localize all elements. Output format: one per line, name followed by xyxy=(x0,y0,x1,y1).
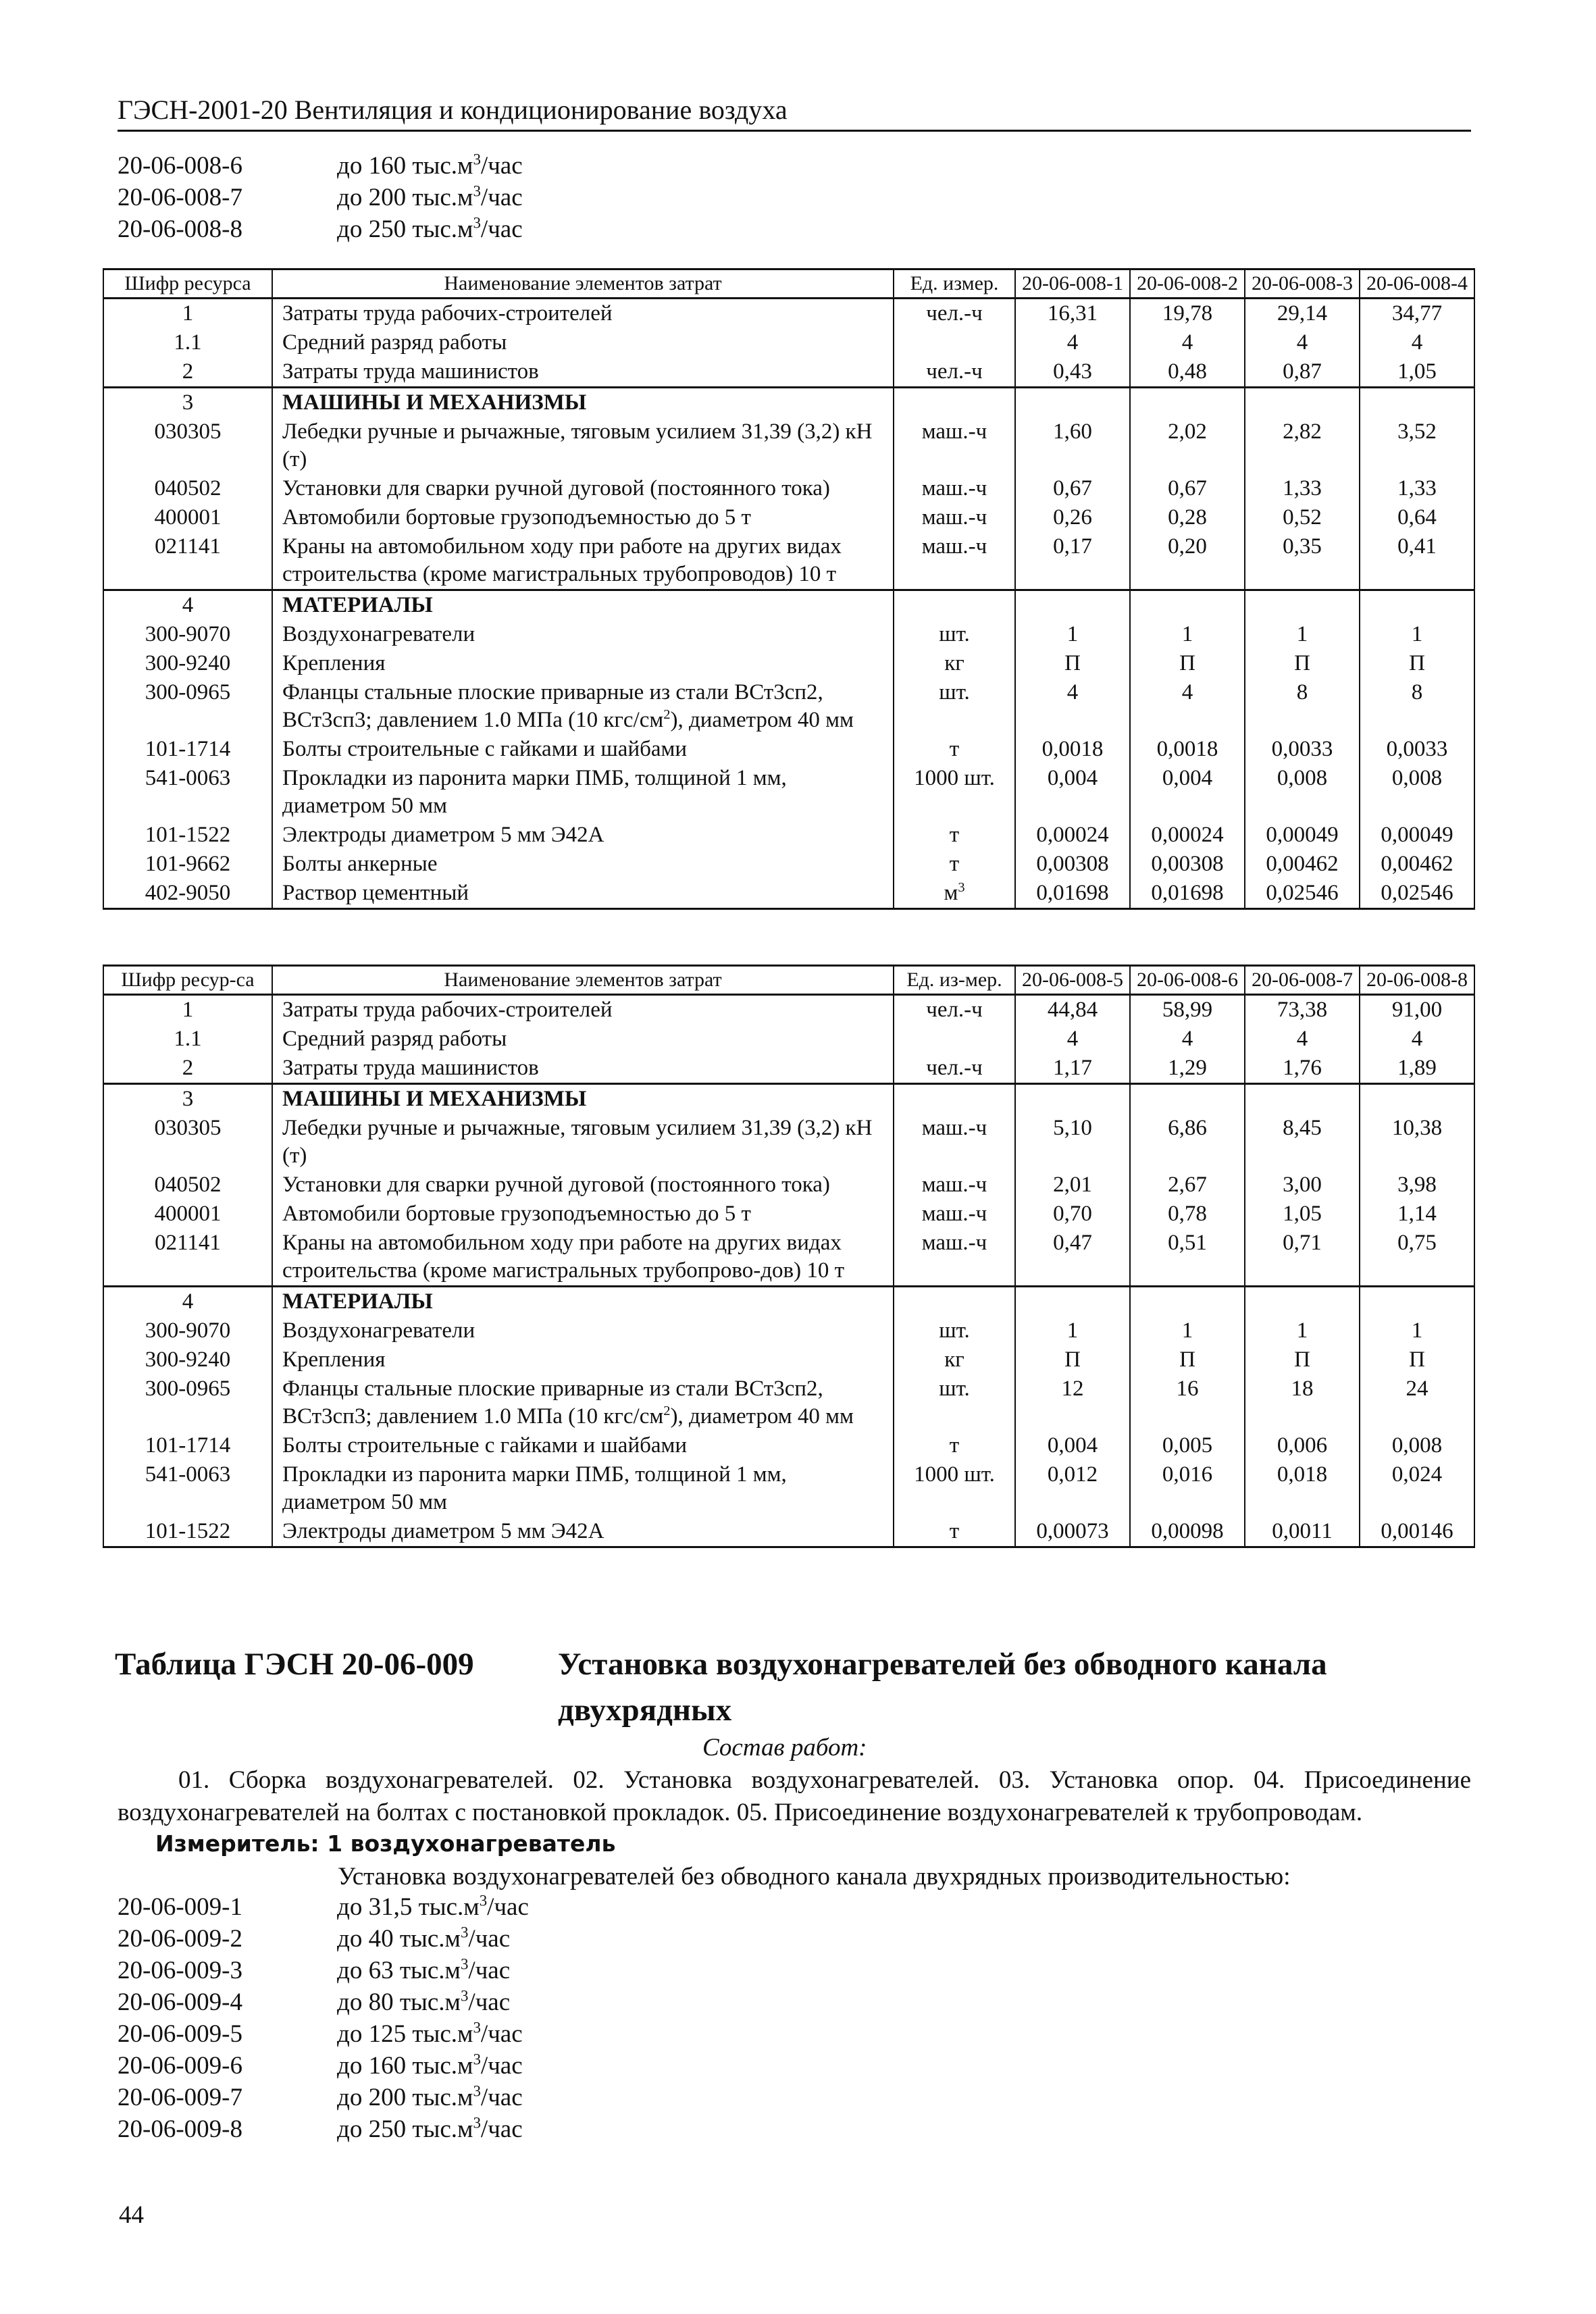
row-value: 1 xyxy=(1130,1316,1245,1345)
table-row xyxy=(103,1460,1474,1517)
header-col: 20-06-008-8 xyxy=(1360,966,1474,995)
row-value: 1,05 xyxy=(1360,357,1474,388)
row-name: Прокладки из паронита марки ПМБ, толщиной 1 мм, диаметром 50 мм xyxy=(272,764,894,821)
row-value: 0,28 xyxy=(1130,503,1245,532)
row-value: 0,00308 xyxy=(1015,850,1130,879)
table-row xyxy=(103,995,1474,1025)
row-value: 0,00098 xyxy=(1130,1517,1245,1547)
section-row xyxy=(103,388,1474,418)
row-code: 2 xyxy=(103,1054,272,1084)
code-row xyxy=(118,182,523,213)
row-value: 0,004 xyxy=(1130,764,1245,821)
table-row xyxy=(103,649,1474,678)
header-col: 20-06-008-7 xyxy=(1245,966,1360,995)
row-unit xyxy=(894,328,1015,357)
capacity-desc: до 250 $тыс.м^3$/час xyxy=(337,214,523,243)
row-code: 021141 xyxy=(103,1229,272,1287)
row-value: 0,52 xyxy=(1245,503,1360,532)
row-value: 0,005 xyxy=(1130,1431,1245,1460)
row-value: 8,45 xyxy=(1245,1114,1360,1171)
row-name: Затраты труда машинистов xyxy=(272,357,894,388)
row-unit: маш.-ч xyxy=(894,417,1015,474)
row-unit: шт. xyxy=(894,1316,1015,1345)
row-value: 12 xyxy=(1015,1374,1130,1431)
row-name: Прокладки из паронита марки ПМБ, толщиной 1 мм, диаметром 50 мм xyxy=(272,1460,894,1517)
row-name: Фланцы стальные плоские приварные из стали ВСт3сп2, ВСт3сп3; давлением 1.0 МПа (10 кгс/$см^2$), диаметром 40 мм xyxy=(272,1374,894,1431)
row-code: 101-1522 xyxy=(103,821,272,850)
row-value: 0,48 xyxy=(1130,357,1245,388)
section-row xyxy=(103,1287,1474,1317)
row-value: 0,67 xyxy=(1015,474,1130,503)
row-code: 300-9070 xyxy=(103,1316,272,1345)
row-value: 73,38 xyxy=(1245,995,1360,1025)
row-code: 101-9662 xyxy=(103,850,272,879)
row-unit: 1000 шт. xyxy=(894,764,1015,821)
row-value: 0,67 xyxy=(1130,474,1245,503)
row-unit: шт. xyxy=(894,620,1015,649)
row-value: 4 xyxy=(1015,328,1130,357)
row-value: 8 xyxy=(1360,678,1474,735)
row-value: 10,38 xyxy=(1360,1114,1474,1171)
row-value: 0,004 xyxy=(1015,764,1130,821)
row-value: 16,31 xyxy=(1015,299,1130,329)
row-value: П xyxy=(1360,1345,1474,1374)
row-name: Средний разряд работы xyxy=(272,1025,894,1054)
header-col: 20-06-008-3 xyxy=(1245,269,1360,299)
row-code: 101-1522 xyxy=(103,1517,272,1547)
row-name: Болты строительные с гайками и шайбами xyxy=(272,1431,894,1460)
row-value: 1 xyxy=(1130,620,1245,649)
header-name: Наименование элементов затрат xyxy=(272,269,894,299)
row-code: 300-0965 xyxy=(103,678,272,735)
row-name: Краны на автомобильном ходу при работе на других видах строительства (кроме магистральных трубопрово-дов) 10 т xyxy=(272,1229,894,1287)
resource-code: 20-06-009-3 xyxy=(118,1957,242,1984)
row-value: 0,00146 xyxy=(1360,1517,1474,1547)
header-col: 20-06-008-1 xyxy=(1015,269,1130,299)
row-unit: т xyxy=(894,735,1015,764)
table-row xyxy=(103,1054,1474,1084)
resource-code: 20-06-009-1 xyxy=(118,1893,242,1921)
row-code: 4 xyxy=(103,590,272,621)
row-value: 1 xyxy=(1360,620,1474,649)
row-value: 0,018 xyxy=(1245,1460,1360,1517)
row-unit: маш.-ч xyxy=(894,532,1015,590)
row-code: 2 xyxy=(103,357,272,388)
row-code: 101-1714 xyxy=(103,1431,272,1460)
row-unit: т xyxy=(894,850,1015,879)
code-row xyxy=(118,2050,529,2082)
row-value: 0,00308 xyxy=(1130,850,1245,879)
section-title: МАШИНЫ И МЕХАНИЗМЫ xyxy=(272,388,894,418)
row-value: 0,47 xyxy=(1015,1229,1130,1287)
table-row xyxy=(103,299,1474,329)
capacity-desc: до 125 $тыс.м^3$/час xyxy=(337,2019,523,2048)
row-unit: чел.-ч xyxy=(894,995,1015,1025)
row-value: П xyxy=(1130,649,1245,678)
row-name: Лебедки ручные и рычажные, тяговым усилием 31,39 (3,2) кН (т) xyxy=(272,1114,894,1171)
row-value: 5,10 xyxy=(1015,1114,1130,1171)
row-unit: т xyxy=(894,1431,1015,1460)
row-value: 0,00024 xyxy=(1130,821,1245,850)
row-code: 541-0063 xyxy=(103,764,272,821)
code-row xyxy=(118,1891,529,1923)
row-value: 2,02 xyxy=(1130,417,1245,474)
header-col: 20-06-008-4 xyxy=(1360,269,1474,299)
row-value: 0,0011 xyxy=(1245,1517,1360,1547)
row-value: 4 xyxy=(1015,1025,1130,1054)
row-code: 4 xyxy=(103,1287,272,1317)
row-value: 4 xyxy=(1130,678,1245,735)
row-value: 0,00024 xyxy=(1015,821,1130,850)
row-value: 0,01698 xyxy=(1015,879,1130,909)
row-value: 1,14 xyxy=(1360,1200,1474,1229)
table-row xyxy=(103,1229,1474,1287)
row-name: Крепления xyxy=(272,649,894,678)
row-value: 0,006 xyxy=(1245,1431,1360,1460)
table-description: Установка воздухонагревателей без обводного канала двухрядных xyxy=(558,1647,1327,1728)
resource-code: 20-06-009-5 xyxy=(118,2020,242,2048)
row-value: 2,82 xyxy=(1245,417,1360,474)
capacity-desc: до 31,5 $тыс.м^3$/час xyxy=(337,1892,529,1921)
bottom-code-list xyxy=(118,1891,529,2145)
row-value: 0,00049 xyxy=(1245,821,1360,850)
row-value: 4 xyxy=(1130,328,1245,357)
row-code: 1.1 xyxy=(103,328,272,357)
table-row xyxy=(103,417,1474,474)
row-value: 91,00 xyxy=(1360,995,1474,1025)
row-value: 1,33 xyxy=(1360,474,1474,503)
row-value: 0,0018 xyxy=(1130,735,1245,764)
header-code: Шифр ресур-са xyxy=(103,966,272,995)
table-row xyxy=(103,678,1474,735)
row-value: П xyxy=(1245,649,1360,678)
row-value: 4 xyxy=(1130,1025,1245,1054)
row-value: 2,01 xyxy=(1015,1171,1130,1200)
header-col: 20-06-008-5 xyxy=(1015,966,1130,995)
capacity-desc: до 250 $тыс.м^3$/час xyxy=(337,2114,523,2143)
row-code: 3 xyxy=(103,1084,272,1114)
row-unit: маш.-ч xyxy=(894,503,1015,532)
row-value: 0,26 xyxy=(1015,503,1130,532)
header-col: 20-06-008-2 xyxy=(1130,269,1245,299)
section-title: МАШИНЫ И МЕХАНИЗМЫ xyxy=(272,1084,894,1114)
row-value: 0,024 xyxy=(1360,1460,1474,1517)
row-value: 1 xyxy=(1360,1316,1474,1345)
row-value: 18 xyxy=(1245,1374,1360,1431)
row-unit: маш.-ч xyxy=(894,474,1015,503)
row-unit: шт. xyxy=(894,678,1015,735)
row-unit: чел.-ч xyxy=(894,1054,1015,1084)
code-row xyxy=(118,150,523,182)
section-title: МАТЕРИАЛЫ xyxy=(272,1287,894,1317)
row-code: 040502 xyxy=(103,1171,272,1200)
capacity-desc: до 160 $тыс.м^3$/час xyxy=(337,2051,523,2080)
row-name: Лебедки ручные и рычажные, тяговым усилием 31,39 (3,2) кН (т) xyxy=(272,417,894,474)
row-value: 0,012 xyxy=(1015,1460,1130,1517)
header-unit: Ед. из-мер. xyxy=(894,966,1015,995)
row-code: 541-0063 xyxy=(103,1460,272,1517)
row-unit: кг xyxy=(894,1345,1015,1374)
code-row xyxy=(118,2082,529,2113)
row-value: 0,20 xyxy=(1130,532,1245,590)
row-unit: шт. xyxy=(894,1374,1015,1431)
row-unit: $м^3$ xyxy=(894,879,1015,909)
row-value: 34,77 xyxy=(1360,299,1474,329)
row-value: 0,008 xyxy=(1360,764,1474,821)
row-name: Электроды диаметром 5 мм Э42А xyxy=(272,1517,894,1547)
row-value: 0,17 xyxy=(1015,532,1130,590)
row-value: 1 xyxy=(1245,1316,1360,1345)
row-value: 0,02546 xyxy=(1245,879,1360,909)
row-value: 19,78 xyxy=(1130,299,1245,329)
table-row xyxy=(103,1316,1474,1345)
row-value: 0,51 xyxy=(1130,1229,1245,1287)
resource-code: 20-06-008-7 xyxy=(118,184,242,211)
row-value: П xyxy=(1130,1345,1245,1374)
row-name: Раствор цементный xyxy=(272,879,894,909)
row-value: 1 xyxy=(1245,620,1360,649)
row-value: 3,98 xyxy=(1360,1171,1474,1200)
row-value: 29,14 xyxy=(1245,299,1360,329)
row-name: Воздухонагреватели xyxy=(272,1316,894,1345)
row-code: 300-9240 xyxy=(103,1345,272,1374)
table-row xyxy=(103,879,1474,909)
row-value: 0,43 xyxy=(1015,357,1130,388)
row-value: 0,00049 xyxy=(1360,821,1474,850)
row-value: 0,41 xyxy=(1360,532,1474,590)
row-value: 0,00462 xyxy=(1360,850,1474,879)
row-value: 1,89 xyxy=(1360,1054,1474,1084)
table-row xyxy=(103,1114,1474,1171)
table-row xyxy=(103,1171,1474,1200)
table-header-row xyxy=(103,966,1474,995)
row-value: 0,008 xyxy=(1245,764,1360,821)
row-code: 030305 xyxy=(103,417,272,474)
header-col: 20-06-008-6 xyxy=(1130,966,1245,995)
row-unit: маш.-ч xyxy=(894,1229,1015,1287)
table-row xyxy=(103,620,1474,649)
row-code: 1.1 xyxy=(103,1025,272,1054)
table-row xyxy=(103,1025,1474,1054)
row-name: Болты анкерные xyxy=(272,850,894,879)
table-row xyxy=(103,735,1474,764)
row-value: 1,60 xyxy=(1015,417,1130,474)
row-value: 4 xyxy=(1360,328,1474,357)
row-name: Болты строительные с гайками и шайбами xyxy=(272,735,894,764)
row-value: 0,70 xyxy=(1015,1200,1130,1229)
row-value: 4 xyxy=(1245,1025,1360,1054)
row-value: 4 xyxy=(1245,328,1360,357)
row-value: 1,33 xyxy=(1245,474,1360,503)
row-value: 1 xyxy=(1015,620,1130,649)
row-code: 300-9070 xyxy=(103,620,272,649)
row-name: Средний разряд работы xyxy=(272,328,894,357)
table-row xyxy=(103,357,1474,388)
page-number: 44 xyxy=(119,2201,144,2229)
row-value: 0,0018 xyxy=(1015,735,1130,764)
row-unit: 1000 шт. xyxy=(894,1460,1015,1517)
table-row xyxy=(103,1200,1474,1229)
resource-table-1 xyxy=(103,268,1475,910)
row-name: Фланцы стальные плоские приварные из стали ВСт3сп2, ВСт3сп3; давлением 1.0 МПа (10 кгс/$см^2$), диаметром 40 мм xyxy=(272,678,894,735)
page-header: ГЭСН-2001-20 Вентиляция и кондиционирование воздуха xyxy=(118,93,1471,132)
table-row xyxy=(103,1345,1474,1374)
row-value: 0,01698 xyxy=(1130,879,1245,909)
resource-table-2 xyxy=(103,965,1475,1548)
capacity-desc: до 80 $тыс.м^3$/час xyxy=(337,1987,511,2016)
row-code: 400001 xyxy=(103,1200,272,1229)
row-name: Затраты труда машинистов xyxy=(272,1054,894,1084)
capacity-desc: до 63 $тыс.м^3$/час xyxy=(337,1955,511,1984)
code-row xyxy=(118,1955,529,1986)
resource-code: 20-06-009-8 xyxy=(118,2115,242,2143)
row-unit: маш.-ч xyxy=(894,1171,1015,1200)
row-value: 0,71 xyxy=(1245,1229,1360,1287)
row-value: 3,52 xyxy=(1360,417,1474,474)
row-value: 1,17 xyxy=(1015,1054,1130,1084)
header-code: Шифр ресурса xyxy=(103,269,272,299)
row-value: 0,35 xyxy=(1245,532,1360,590)
capacity-intro: Установка воздухонагревателей без обводного канала двухрядных производительностью: xyxy=(338,1863,1291,1891)
row-name: Затраты труда рабочих-строителей xyxy=(272,299,894,329)
row-unit: кг xyxy=(894,649,1015,678)
row-code: 400001 xyxy=(103,503,272,532)
row-code: 1 xyxy=(103,299,272,329)
row-name: Воздухонагреватели xyxy=(272,620,894,649)
meter-line: Измеритель: 1 воздухонагреватель xyxy=(155,1830,616,1857)
row-value: 4 xyxy=(1360,1025,1474,1054)
row-unit: чел.-ч xyxy=(894,357,1015,388)
row-value: 0,64 xyxy=(1360,503,1474,532)
section-title: МАТЕРИАЛЫ xyxy=(272,590,894,621)
table-row xyxy=(103,1374,1474,1431)
top-code-list xyxy=(118,150,523,245)
table-row xyxy=(103,764,1474,821)
row-unit: маш.-ч xyxy=(894,1200,1015,1229)
row-value: 0,02546 xyxy=(1360,879,1474,909)
table-header-row xyxy=(103,269,1474,299)
row-code: 101-1714 xyxy=(103,735,272,764)
row-value: 16 xyxy=(1130,1374,1245,1431)
row-unit: маш.-ч xyxy=(894,1114,1015,1171)
header-unit: Ед. измер. xyxy=(894,269,1015,299)
row-value: 6,86 xyxy=(1130,1114,1245,1171)
capacity-desc: до 40 $тыс.м^3$/час xyxy=(337,1924,511,1953)
row-value: 4 xyxy=(1015,678,1130,735)
row-name: Установки для сварки ручной дуговой (постоянного тока) xyxy=(272,1171,894,1200)
row-unit xyxy=(894,1025,1015,1054)
row-name: Затраты труда рабочих-строителей xyxy=(272,995,894,1025)
row-value: 0,0033 xyxy=(1245,735,1360,764)
row-value: 24 xyxy=(1360,1374,1474,1431)
capacity-desc: до 160 $тыс.м^3$/час xyxy=(337,151,523,180)
row-unit: т xyxy=(894,821,1015,850)
table-row xyxy=(103,474,1474,503)
resource-code: 20-06-009-2 xyxy=(118,1925,242,1953)
row-value: 0,0033 xyxy=(1360,735,1474,764)
row-value: П xyxy=(1015,649,1130,678)
row-code: 300-9240 xyxy=(103,649,272,678)
code-row xyxy=(118,2018,529,2050)
resource-code: 20-06-008-8 xyxy=(118,215,242,243)
row-value: 1,05 xyxy=(1245,1200,1360,1229)
section-row xyxy=(103,1084,1474,1114)
row-value: 0,78 xyxy=(1130,1200,1245,1229)
row-value: 1,29 xyxy=(1130,1054,1245,1084)
row-value: П xyxy=(1015,1345,1130,1374)
capacity-desc: до 200 $тыс.м^3$/час xyxy=(337,2082,523,2111)
composition-label: Состав работ: xyxy=(702,1734,867,1762)
row-value: 8 xyxy=(1245,678,1360,735)
row-value: 0,87 xyxy=(1245,357,1360,388)
resource-code: 20-06-009-6 xyxy=(118,2052,242,2080)
row-value: 1,76 xyxy=(1245,1054,1360,1084)
code-row xyxy=(118,1986,529,2018)
code-row xyxy=(118,1923,529,1955)
table-row xyxy=(103,850,1474,879)
row-code: 3 xyxy=(103,388,272,418)
row-unit: чел.-ч xyxy=(894,299,1015,329)
row-code: 1 xyxy=(103,995,272,1025)
row-name: Электроды диаметром 5 мм Э42А xyxy=(272,821,894,850)
row-code: 300-0965 xyxy=(103,1374,272,1431)
table-row xyxy=(103,532,1474,590)
row-name: Автомобили бортовые грузоподъемностью до 5 т xyxy=(272,503,894,532)
row-code: 030305 xyxy=(103,1114,272,1171)
table-title: Таблица ГЭСН 20-06-009 xyxy=(115,1647,474,1682)
row-name: Автомобили бортовые грузоподъемностью до 5 т xyxy=(272,1200,894,1229)
resource-code: 20-06-009-4 xyxy=(118,1988,242,2016)
row-value: 3,00 xyxy=(1245,1171,1360,1200)
row-value: 0,008 xyxy=(1360,1431,1474,1460)
row-value: 0,00462 xyxy=(1245,850,1360,879)
table-row xyxy=(103,503,1474,532)
resource-code: 20-06-009-7 xyxy=(118,2084,242,2111)
row-value: П xyxy=(1360,649,1474,678)
table-row xyxy=(103,328,1474,357)
resource-code: 20-06-008-6 xyxy=(118,152,242,180)
row-value: 1 xyxy=(1015,1316,1130,1345)
code-row xyxy=(118,2113,529,2145)
row-value: 0,75 xyxy=(1360,1229,1474,1287)
row-name: Установки для сварки ручной дуговой (постоянного тока) xyxy=(272,474,894,503)
row-value: 0,004 xyxy=(1015,1431,1130,1460)
section-row xyxy=(103,590,1474,621)
row-value: 44,84 xyxy=(1015,995,1130,1025)
row-code: 402-9050 xyxy=(103,879,272,909)
header-name: Наименование элементов затрат xyxy=(272,966,894,995)
row-value: 0,016 xyxy=(1130,1460,1245,1517)
capacity-desc: до 200 $тыс.м^3$/час xyxy=(337,182,523,211)
row-value: 2,67 xyxy=(1130,1171,1245,1200)
table-row xyxy=(103,1431,1474,1460)
row-value: П xyxy=(1245,1345,1360,1374)
row-unit: т xyxy=(894,1517,1015,1547)
row-code: 021141 xyxy=(103,532,272,590)
row-value: 58,99 xyxy=(1130,995,1245,1025)
code-row xyxy=(118,213,523,245)
row-name: Крепления xyxy=(272,1345,894,1374)
row-value: 0,00073 xyxy=(1015,1517,1130,1547)
works-list: 01. Сборка воздухонагревателей. 02. Установка воздухонагревателей. 03. Установка опор. 04. Присоединение воздухонагревателей на болтах с постановкой прокладок. 05. Присоединение воздухонагревателей к трубопроводам. xyxy=(118,1766,1471,1826)
row-name: Краны на автомобильном ходу при работе на других видах строительства (кроме магистральных трубопроводов) 10 т xyxy=(272,532,894,590)
row-code: 040502 xyxy=(103,474,272,503)
table-row xyxy=(103,821,1474,850)
table-row xyxy=(103,1517,1474,1547)
